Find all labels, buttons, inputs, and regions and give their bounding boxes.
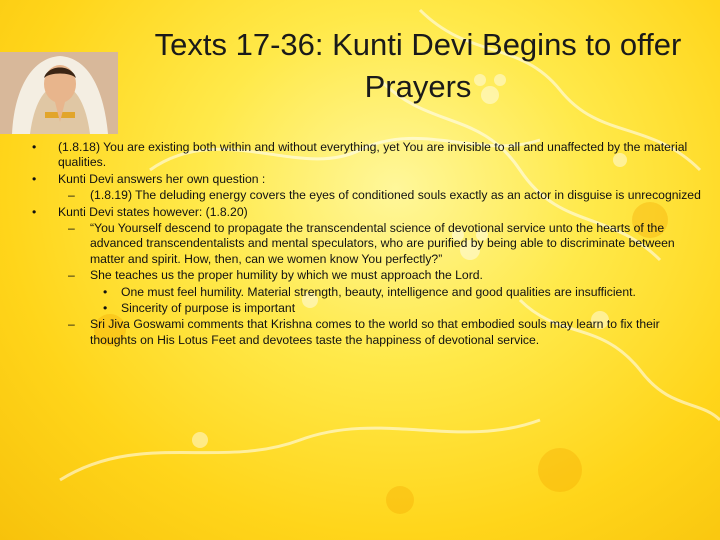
bullet-item	[28, 172, 708, 187]
dash-marker: –	[68, 221, 75, 236]
slide-title: Texts 17-36: Kunti Devi Begins to offer Prayers	[154, 27, 682, 104]
bullet-text: “You Yourself descend to propagate the transcendental science of devotional service unto the hearts of the advanced transcendentalists and mental speculators, who are purified by being able to discriminate between matter and spirit. How, then, can we women know You perfectly?”	[90, 221, 675, 266]
praying-woman-portrait	[0, 52, 118, 134]
sub-bullet-item	[28, 268, 708, 283]
dash-marker: –	[68, 317, 75, 332]
sub-bullet-item	[28, 221, 708, 267]
bullet-text: She teaches us the proper humility by which we must approach the Lord.	[90, 268, 483, 283]
sub-bullet-item	[28, 317, 708, 348]
bullet-text: One must feel humility. Material strength, beauty, intelligence and good qualities are insufficient.	[121, 284, 636, 299]
bullet-marker: •	[32, 140, 37, 154]
bullet-text: Sri Jiva Goswami comments that Krishna comes to the world so that embodied souls may learn to fix their thoughts on His Lotus Feet and devotees taste the happiness of devotional service.	[90, 317, 660, 347]
dash-marker: –	[68, 188, 75, 203]
dash-marker: –	[68, 268, 75, 283]
bullet-text: Kunti Devi answers her own question :	[58, 171, 266, 186]
bullet-marker: •	[103, 301, 108, 316]
bullet-item	[28, 140, 708, 171]
bullet-item	[28, 205, 708, 220]
sub-sub-bullet-item	[28, 285, 708, 300]
bullet-text: (1.8.18) You are existing both within and without everything, yet You are invisible to all and unaffected by the material qualities.	[58, 140, 688, 170]
slide-content	[28, 140, 708, 349]
bullet-text: Kunti Devi states however: (1.8.20)	[58, 204, 248, 219]
bullet-text: Sincerity of purpose is important	[121, 301, 296, 316]
bullet-marker: •	[32, 171, 37, 186]
sub-bullet-item	[28, 188, 708, 203]
bullet-text: (1.8.19) The deluding energy covers the eyes of conditioned souls exactly as an actor in disguise is unrecognized	[90, 188, 701, 203]
bullet-marker: •	[103, 284, 108, 299]
sub-sub-bullet-item	[28, 301, 708, 316]
bullet-marker: •	[32, 204, 37, 219]
